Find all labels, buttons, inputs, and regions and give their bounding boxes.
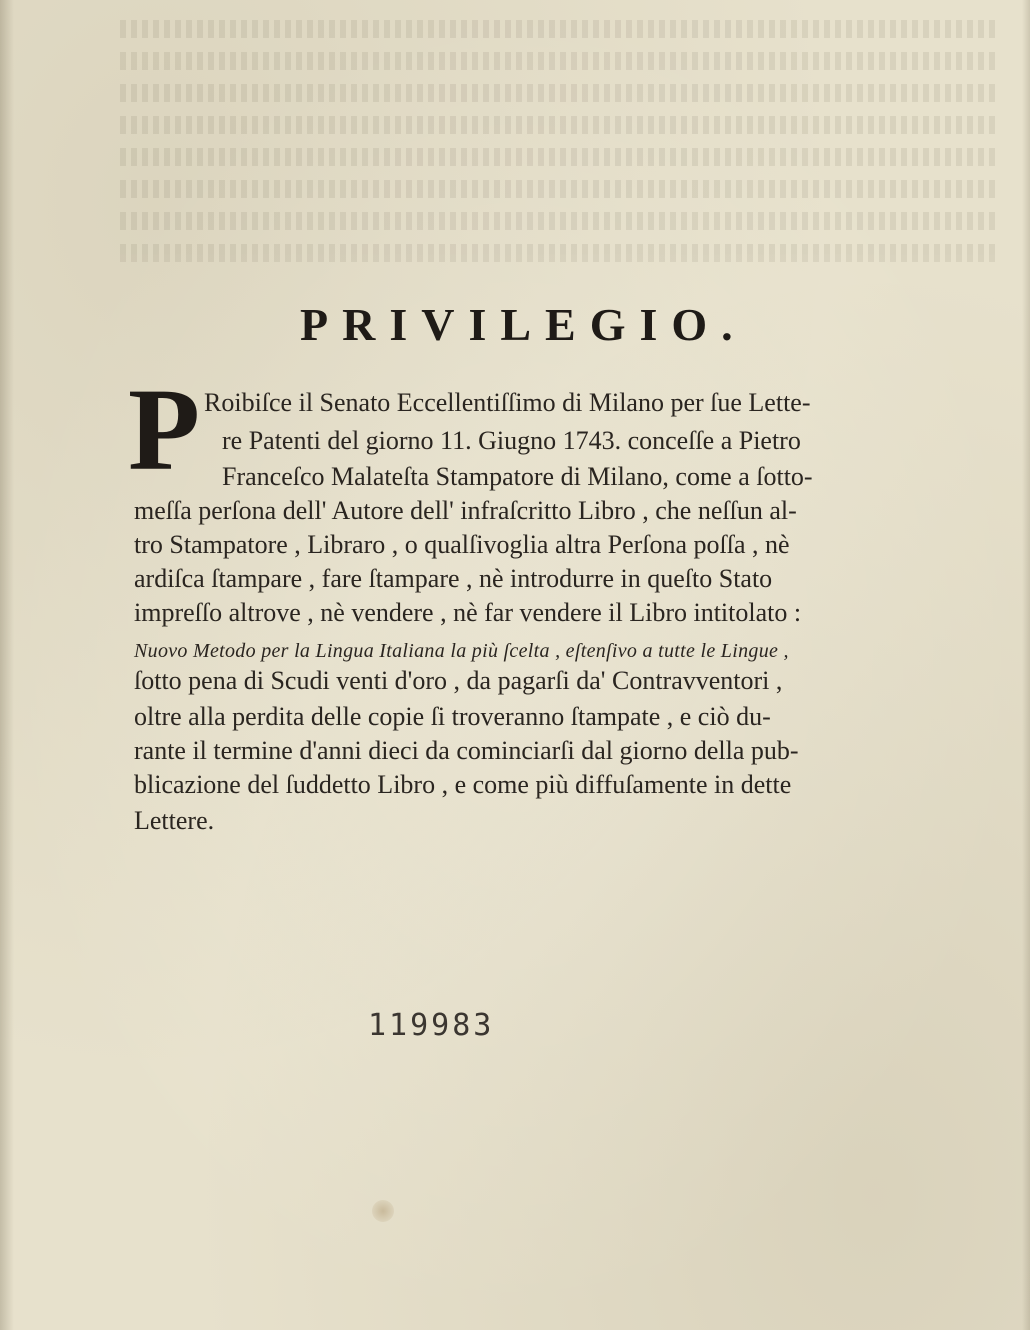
- text-line: blicazione del ſuddetto Libro , e come più diffuſamente in dette: [134, 770, 792, 799]
- text-line: oltre alla perdita delle copie ſi troveranno ſtampate , e ciò du-: [134, 702, 771, 731]
- paper-stain: [372, 1200, 394, 1222]
- text-line: meſſa perſona dell' Autore dell' infraſcritto Libro , che neſſun al-: [134, 496, 797, 525]
- text-line: Franceſco Malateſta Stampatore di Milano, come a ſotto-: [222, 462, 813, 491]
- page-left-edge-shadow: [0, 0, 14, 1330]
- text-line: Lettere.: [134, 806, 215, 835]
- text-line: re Patenti del giorno 11. Giugno 1743. conceſſe a Pietro: [222, 426, 801, 455]
- book-title-line: Nuovo Metodo per la Lingua Italiana la più ſcelta , eſtenſivo a tutte le Lingue ,: [134, 640, 789, 662]
- text-line: tro Stampatore , Libraro , o qualſivoglia altra Perſona poſſa , nè: [134, 530, 790, 559]
- text-line: Roibiſce il Senato Eccellentiſſimo di Milano per ſue Lette-: [204, 388, 811, 417]
- page-title: PRIVILEGIO.: [300, 299, 747, 350]
- text-line: rante il termine d'anni dieci da cominciarſi dal giorno della pub-: [134, 736, 799, 765]
- text-line: ſotto pena di Scudi venti d'oro , da pagarſi da' Contravventori ,: [134, 666, 783, 695]
- page-right-edge-shadow: [1022, 0, 1030, 1330]
- library-stamp-number: 119983: [368, 1008, 495, 1043]
- drop-cap-letter: P: [128, 364, 201, 495]
- bleed-through-text: [120, 20, 1000, 290]
- text-line: ardiſca ſtampare , fare ſtampare , nè introdurre in queſto Stato: [134, 564, 773, 593]
- text-line: impreſſo altrove , nè vendere , nè far vendere il Libro intitolato :: [134, 598, 802, 627]
